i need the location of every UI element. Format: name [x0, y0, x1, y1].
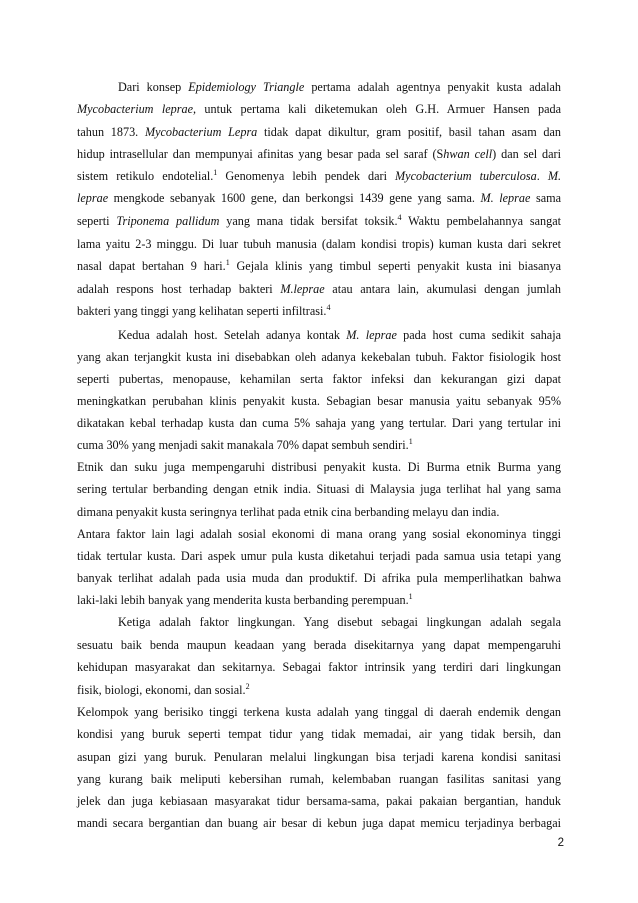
- text-segment: sama: [530, 191, 561, 205]
- text-segment: banyak terlihat adalah pada usia muda dan produktif. Di afrika pula memperlihatkan bahwa: [77, 571, 561, 585]
- italic-term: Mycobacterium Lepra: [144, 125, 258, 139]
- italic-term: Epidemiology Triangle: [188, 80, 305, 94]
- italic-term: hwan cell: [443, 147, 493, 161]
- text-line: [77, 793, 561, 809]
- text-line: [77, 124, 561, 140]
- text-line: [77, 481, 561, 497]
- text-segment: Etnik dan suku juga mempengaruhi distribusi penyakit kusta. Di Burma etnik Burma yang: [77, 460, 561, 474]
- text-segment: bakteri yang tinggi yang kelihatan seperti infiltrasi.: [77, 304, 327, 318]
- text-line: [77, 190, 561, 206]
- text-line: [77, 213, 561, 229]
- text-line: [77, 504, 561, 520]
- text-segment: tidak tertular kusta. Dari aspek umur pula kusta diketahui terjadi pada samua usia tetapi yang: [77, 549, 561, 563]
- citation-superscript: 1: [408, 437, 413, 446]
- text-segment: asupan gizi yang buruk. Penularan melalui lingkungan bisa terjadi karena kondisi sanitasi: [77, 750, 561, 764]
- text-segment: mengkode sebanyak 1600 gene, dan berkongsi 1439 gene yang sama.: [108, 191, 481, 205]
- text-segment: Dari konsep: [118, 80, 189, 94]
- text-line: [77, 726, 561, 742]
- text-segment: untuk pertama kali diketemukan oleh G.H. Armuer Hansen pada: [196, 102, 561, 116]
- citation-superscript: 4: [397, 213, 402, 222]
- text-line: [77, 415, 561, 431]
- italic-term: M. leprae: [480, 191, 531, 205]
- italic-term: Mycobacterium leprae,: [77, 102, 197, 116]
- text-segment: Kedua adalah host. Setelah adanya kontak: [118, 328, 347, 342]
- text-line: [118, 327, 561, 343]
- text-segment: nasal dapat bertahan 9 hari.: [77, 259, 226, 273]
- text-segment: cuma 30% yang menjadi sakit manakala 70% dapat sembuh sendiri.: [77, 438, 409, 452]
- text-line: [118, 79, 561, 95]
- citation-superscript: 4: [326, 303, 331, 312]
- text-segment: atau antara lain, akumulasi dengan jumlah: [324, 282, 561, 296]
- text-segment: Kelompok yang berisiko tinggi terkena kusta adalah yang tinggal di daerah endemik dengan: [77, 705, 561, 719]
- text-line: [118, 614, 561, 630]
- text-segment: adalah respons host terhadap bakteri: [77, 282, 281, 296]
- text-line: [77, 258, 561, 274]
- text-segment: yang kurang baik meliputi kebersihan rumah, kelembaban ruangan fasilitas sanitasi yang: [77, 772, 561, 786]
- citation-superscript: 1: [213, 168, 218, 177]
- italic-term: leprae: [77, 191, 109, 205]
- text-line: [77, 303, 561, 319]
- text-line: [77, 637, 561, 653]
- text-line: [77, 371, 561, 387]
- citation-superscript: 1: [225, 258, 230, 267]
- text-segment: kehidupan masyarakat dan sekitarnya. Sebagai faktor intrinsik yang terdiri dari lingkungan: [77, 660, 561, 674]
- italic-term: Mycobacterium tuberculosa: [395, 169, 537, 183]
- text-segment: yang akan terjangkit kusta ini disebabkan oleh adanya kekebalan tubuh. Faktor fisiologik host: [77, 350, 561, 364]
- text-segment: seperti: [77, 214, 117, 228]
- text-line: [77, 548, 561, 564]
- text-segment: hidup intrasellular dan mempunyai afinitas yang besar pada sel saraf (S: [77, 147, 444, 161]
- text-segment: Genomenya lebih pendek dari: [217, 169, 396, 183]
- text-segment: Ketiga adalah faktor lingkungan. Yang disebut sebagai lingkungan adalah segala: [118, 615, 561, 629]
- text-line: [77, 349, 561, 365]
- text-segment: ) dan sel dari: [492, 147, 561, 161]
- text-segment: mandi secara bergantian dan buang air besar di kebun juga dapat memicu terjadinya berbagai: [77, 816, 561, 830]
- text-segment: sistem retikulo endotelial.: [77, 169, 214, 183]
- text-segment: pertama adalah agentnya penyakit kusta adalah: [304, 80, 562, 94]
- text-line: [77, 393, 561, 409]
- text-line: [77, 659, 561, 675]
- text-segment: pada host cuma sedikit sahaja: [396, 328, 561, 342]
- text-line: [77, 281, 561, 297]
- text-line: [77, 101, 561, 117]
- text-segment: yang mana tidak bersifat toksik.: [219, 214, 398, 228]
- text-line: [77, 437, 561, 453]
- text-line: [77, 771, 561, 787]
- citation-superscript: 2: [245, 682, 250, 691]
- text-segment: kondisi yang buruk seperti tempat tidur yang tidak memadai, air yang tidak bersih, dan: [77, 727, 561, 741]
- text-segment: .: [536, 169, 548, 183]
- italic-term: M.: [547, 169, 562, 183]
- text-line: [77, 146, 561, 162]
- text-segment: jelek dan juga kebiasaan masyarakat tidur bersama-sama, pakai pakaian bergantian, handuk: [77, 794, 561, 808]
- text-line: [77, 168, 561, 184]
- text-line: [77, 526, 561, 542]
- text-segment: tahun 1873.: [77, 125, 145, 139]
- text-segment: sering tertular berbanding dengan etnik india. Situasi di Malaysia juga terlihat hal yang sama: [77, 482, 561, 496]
- text-segment: seperti pubertas, menopause, kehamilan serta faktor infeksi dan kekurangan gizi dapat: [77, 372, 561, 386]
- text-segment: Waktu pembelahannya sangat: [401, 214, 561, 228]
- text-segment: dimana penyakit kusta seringnya terlihat pada etnik cina berbanding melayu dan india.: [77, 505, 500, 519]
- text-segment: sesuatu baik benda maupun keadaan yang berada disekitarnya yang dapat mempengaruhi: [77, 638, 561, 652]
- text-line: [77, 749, 561, 765]
- text-segment: meningkatkan perubahan klinis penyakit kusta. Sebagian besar manusia yaitu sebanyak 95%: [77, 394, 561, 408]
- text-segment: lama yaitu 2-3 minggu. Di luar tubuh manusia (dalam kondisi tropis) kuman kusta dari sekret: [77, 237, 561, 251]
- citation-superscript: 1: [408, 592, 413, 601]
- text-segment: Antara faktor lain lagi adalah sosial ekonomi di mana orang yang sosial ekonominya tinggi: [77, 527, 561, 541]
- text-segment: laki-laki lebih banyak yang menderita kusta berbanding perempuan.: [77, 593, 409, 607]
- text-segment: fisik, biologi, ekonomi, dan sosial.: [77, 683, 246, 697]
- text-line: [77, 592, 561, 608]
- text-line: [77, 815, 561, 831]
- text-line: [77, 570, 561, 586]
- text-segment: dikatakan kebal terhadap kusta dan cuma 5% sahaja yang yang tertular. Dari yang tertular ini: [77, 416, 561, 430]
- italic-term: M. leprae: [346, 328, 397, 342]
- text-line: [77, 459, 561, 475]
- text-line: [77, 236, 561, 252]
- text-segment: Gejala klinis yang timbul seperti penyakit kusta ini biasanya: [229, 259, 561, 273]
- text-segment: tidak dapat dikultur, gram positif, basil tahan asam dan: [257, 125, 561, 139]
- page-number: 2: [557, 837, 564, 849]
- text-line: [77, 704, 561, 720]
- text-line: [77, 682, 561, 698]
- italic-term: Triponema pallidum: [116, 214, 220, 228]
- italic-term: M.leprae: [280, 282, 325, 296]
